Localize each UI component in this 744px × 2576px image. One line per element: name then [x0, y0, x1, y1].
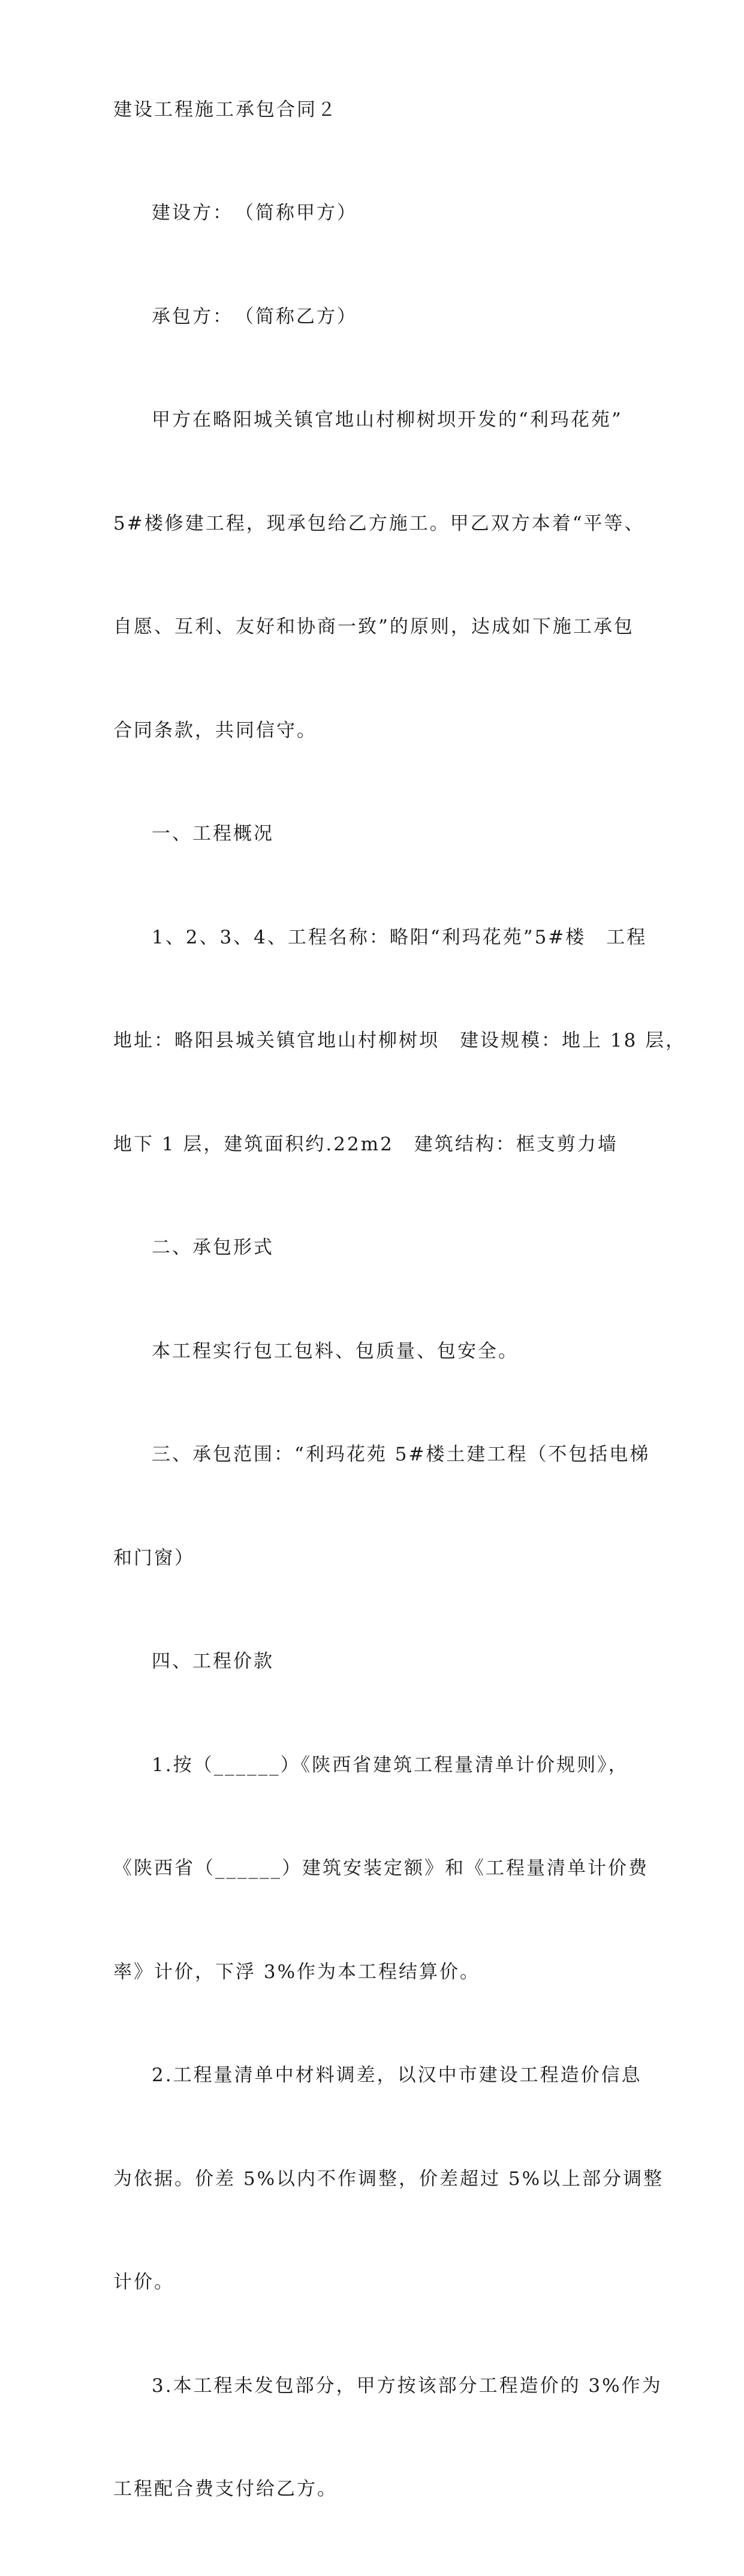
body-line: 2.工程量清单中材料调差，以汉中市建设工程造价信息	[152, 2064, 642, 2086]
body-line: 为依据。价差 5%以内不作调整，价差超过 5%以上部分调整	[113, 2168, 664, 2190]
body-line: 和门窗）	[113, 1547, 195, 1569]
section-heading: 二、承包形式	[152, 1237, 274, 1258]
section-heading: 一、工程概况	[152, 823, 274, 844]
body-line: 本工程实行包工包料、包质量、包安全。	[152, 1340, 519, 1362]
section-heading: 四、工程价款	[152, 1651, 274, 1672]
body-line: 地址：略阳县城关镇官地山村柳树坝 建设规模：地上 18 层，	[113, 1030, 686, 1051]
body-line: 率》计价，下浮 3%作为本工程结算价。	[113, 1961, 481, 1983]
body-line: 建设方： （简称甲方）	[152, 202, 357, 224]
body-line: 《陕西省（______）建筑安装定额》和《工程量清单计价费	[113, 1857, 649, 1879]
body-line: 合同条款，共同信守。	[113, 719, 317, 741]
body-line: 地下 1 层，建筑面积约.22m2 建筑结构：框支剪力墙	[113, 1133, 618, 1155]
body-line: 3.本工程未发包部分，甲方按该部分工程造价的 3%作为	[152, 2374, 662, 2397]
body-line: 1、2、3、4、工程名称：略阳“利玛花苑”5#楼 工程	[152, 926, 647, 948]
document-body	[113, 127, 686, 2576]
body-line: 甲方在略阳城关镇官地山村柳树坝开发的“利玛花苑”	[152, 409, 623, 431]
body-line: 1.按（______）《陕西省建筑工程量清单计价规则》，	[152, 1754, 629, 1776]
document-title: 建设工程施工承包合同２	[113, 99, 338, 121]
body-line: 承包方： （简称乙方）	[152, 305, 357, 327]
body-line: 自愿、互利、友好和协商一致”的原则，达成如下施工承包	[113, 616, 634, 638]
body-line: 5#楼修建工程，现承包给乙方施工。甲乙双方本着“平等、	[113, 512, 645, 534]
body-line: 工程配合费支付给乙方。	[113, 2478, 338, 2500]
body-line: 计价。	[113, 2271, 174, 2293]
body-line: 三、承包范围：“利玛花苑 5#楼土建工程（不包括电梯	[152, 1444, 650, 1465]
